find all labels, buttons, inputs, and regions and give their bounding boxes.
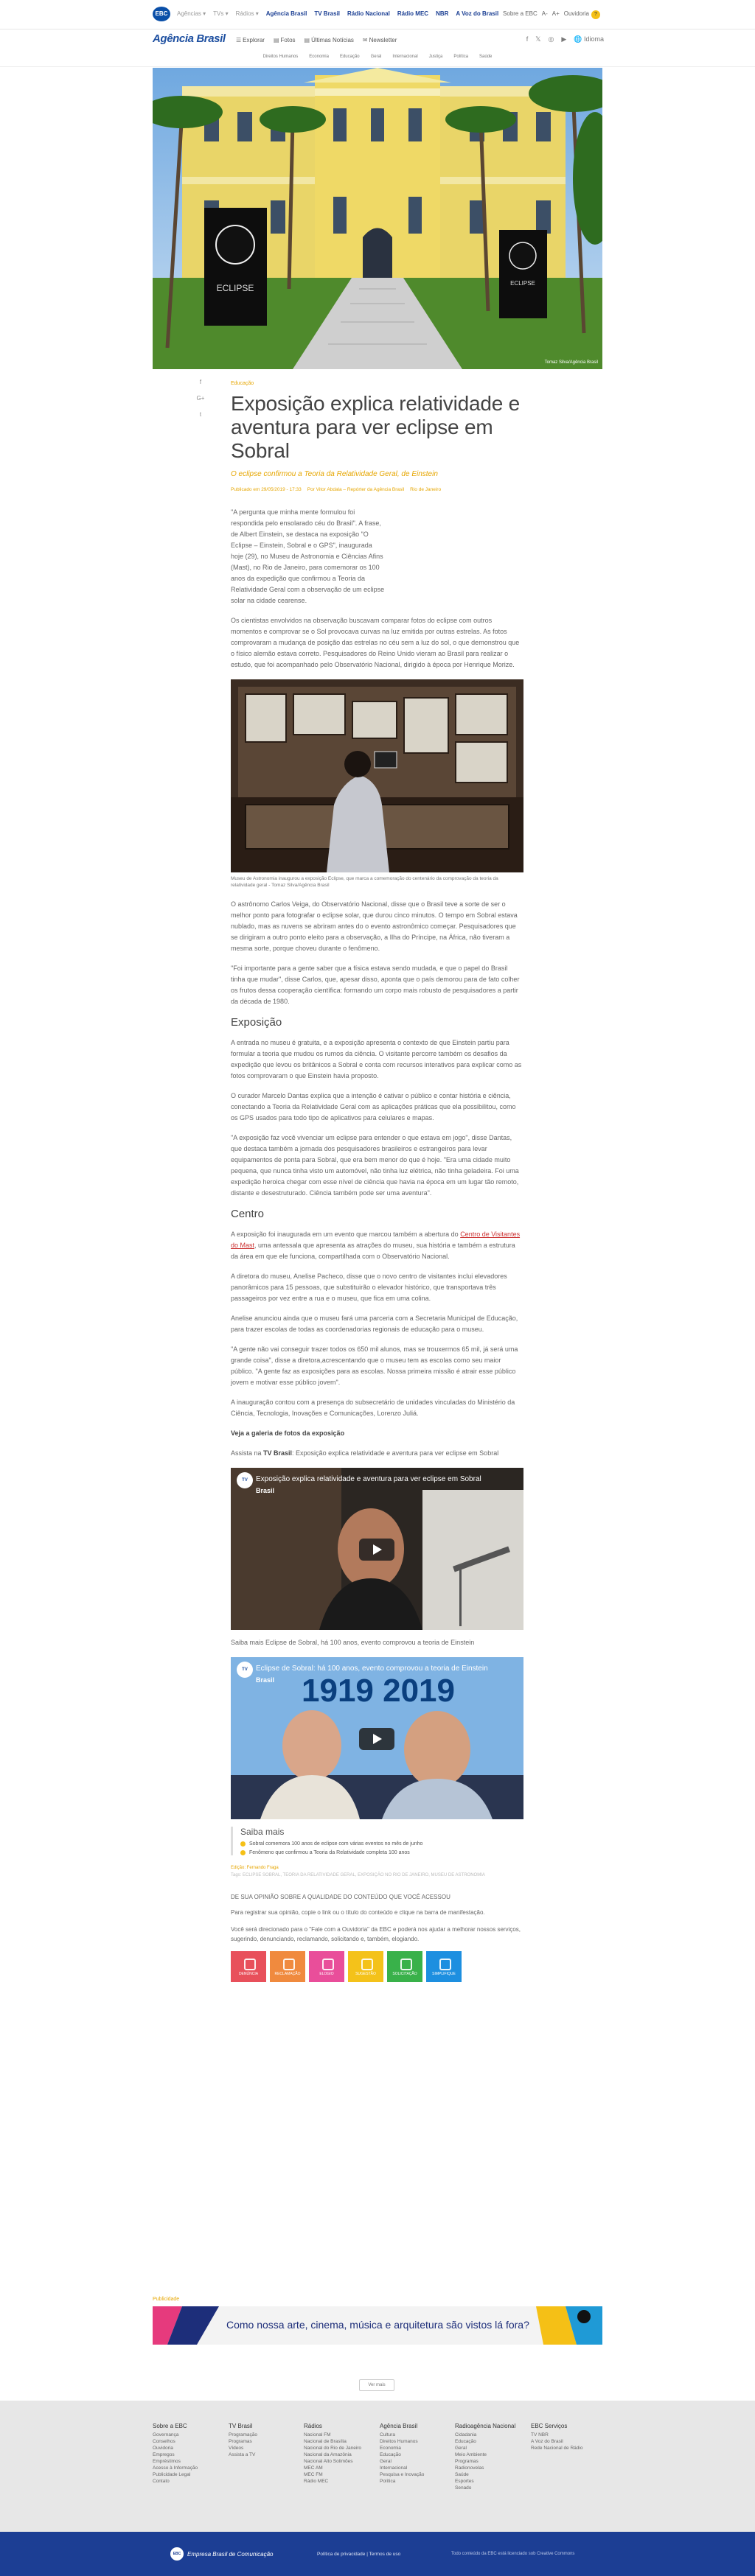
footer-link[interactable]: Geral [455, 2446, 467, 2451]
paragraph: A diretora do museu, Anelise Pacheco, disse que o novo centro de visitantes inclui elevadores panorâmicos para 15 pessoas, que substituirão o elevador histórico, que transportava três passageiros por vez entre a rua e o museu, que fica em uma colina. [231, 1273, 507, 1302]
section-educacao[interactable]: Educação [339, 55, 360, 59]
ouvidoria-label: Ouvidoria [563, 10, 589, 17]
sobre-ebc-link[interactable]: Sobre a EBC [503, 10, 537, 17]
footer-link[interactable]: Nacional do Rio de Janeiro [304, 2446, 362, 2451]
share-twitter-icon[interactable]: t [199, 411, 202, 418]
footer-link[interactable]: Nacional de Brasília [304, 2439, 347, 2444]
paragraph: O curador Marcelo Dantas explica que a intenção é cativar o público e contar história e ciência, conectando a Teoria da Relatividade Geral com as aplicações práticas que ela possibilitou, como os GPS usados para todo tipo de aplicativos para celulares e mapas. [231, 1092, 516, 1121]
site-footer [0, 2401, 755, 2532]
explorar-label: Explorar [243, 37, 265, 43]
section-politica[interactable]: Política [453, 55, 469, 59]
denuncia-button[interactable]: DENÚNCIA [231, 1951, 266, 1982]
footer-link[interactable]: Programas [455, 2459, 479, 2464]
paragraph: Os cientistas envolvidos na observação buscavam comparar fotos do eclipse com outros momentos e comprovar se o Sol provocava curvas na luz emitida por outras estrelas. As fotos comprovaram a mudança de posição das estrelas no céu sem a luz do sol, o que demonstrou que o físico alemão estava correto. Pesquisadores do Reino Unido vieram ao Brasil para realizar o estudo, que foi acompanhado pelo Observatório Nacional, dirigido à época por Henrique Morize. [231, 617, 520, 668]
article-body [231, 507, 523, 1819]
license-text: Todo conteúdo da EBC está licenciado sob Creative Commons [451, 2552, 575, 2556]
play-button-icon[interactable] [359, 1539, 394, 1561]
editor-line: Edição: Fernando Fraga [231, 1866, 279, 1870]
footer-col-radios [304, 2423, 361, 2485]
bullet-icon [240, 1841, 246, 1847]
ouvidoria-link[interactable] [564, 10, 600, 19]
news-icon: ▤ [304, 37, 310, 43]
paragraph: "A gente não vai conseguir trazer todos os 650 mil alunos, mas se trouxermos 65 mil, já será uma grande coisa", disse a diretora,acrescentando que o museu tem as escolas como seu maior público. "A gente faz as exposições para as escolas. Nossa primeira missão é atrair esse público jovem e motivar esse público jovem". [231, 1345, 518, 1386]
simplifique-button[interactable]: SIMPLIFIQUE [426, 1951, 462, 1982]
legal-links[interactable]: Política de privacidade | Termos de uso [317, 2552, 401, 2557]
feedback-heading: DE SUA OPINIÃO SOBRE A QUALIDADE DO CONTEÚDO QUE VOCÊ ACESSOU [231, 1894, 450, 1900]
twitter-icon[interactable]: 𝕏 [535, 35, 541, 43]
article-lead: O eclipse confirmou a Teoria da Relatividade Geral, de Einstein [231, 470, 438, 478]
footer-link[interactable]: Saúde [455, 2472, 469, 2477]
promo-text: Como nossa arte, cinema, música e arquitetura são vistos lá fora? [226, 2319, 529, 2331]
footer-link[interactable]: Governança [153, 2432, 179, 2437]
saiba-mais-box [231, 1827, 523, 1855]
footer-link[interactable]: Contato [153, 2479, 170, 2484]
footer-link[interactable]: TV NBR [531, 2432, 549, 2437]
section-list [0, 55, 755, 59]
footer-col-title[interactable]: TV Brasil [229, 2423, 253, 2429]
footer-col-title[interactable]: Agência Brasil [380, 2423, 418, 2429]
footer-link[interactable]: Educação [380, 2452, 401, 2457]
footer-col-ebc [153, 2423, 198, 2485]
hero-credit: Tomaz Silva/Agência Brasil [544, 360, 598, 365]
tags-line[interactable]: Tags: ECLIPSE SOBRAL, TEORIA DA RELATIVIDADE GERAL, EXPOSIÇÃO NO RIO DE JANEIRO, MUSEU DE ASTRONOMIA [231, 1873, 485, 1877]
footer-col-title[interactable]: Rádios [304, 2423, 322, 2429]
assista-suffix: : Exposição explica relatividade e aventura para ver eclipse em Sobral [292, 1449, 499, 1457]
envelope-icon: ✉ [362, 37, 368, 43]
paragraph: "Foi importante para a gente saber que a física estava sendo mudada, e que o papel do Brasil tinha que mudar", disse Carlos, que, apesar disso, aponta que o país demorou para de fato colher os frutos dessa cooperação científica: formando um corpo mais robusto de pesquisadores a partir da década de 1980. [231, 965, 520, 1005]
footer-link[interactable]: Geral [380, 2459, 392, 2464]
topbar-tools [503, 10, 600, 19]
footer-col-title[interactable]: EBC Serviços [531, 2423, 568, 2429]
related-link[interactable] [240, 1841, 523, 1847]
footer-link[interactable]: Esportes [455, 2479, 474, 2484]
youtube-icon[interactable]: ▶ [561, 35, 567, 43]
video-brand: Brasil [256, 1487, 275, 1494]
paragraph: "A exposição faz você vivenciar um eclipse para entender o que estava em jogo", disse Dantas, que destaca também a jornada dos pesquisadores brasileiros e estrangeiros para levar equipamentos de ponta para Sobral, que era bem menor do que é hoje. "Era uma cidade muito pequena, que nunca tinha visto um automóvel, não tinha luz elétrica, não tinha geladeira. Foi uma expedição heroica chegar com esse nível de ciência que havia na época em um lugar tão remoto, distante e desestruturado. Ciência também pode ser uma aventura". [231, 1134, 519, 1197]
photo-icon: ▤ [273, 37, 279, 43]
location: Rio de Janeiro [410, 487, 442, 492]
banner-text-left: ECLIPSE [216, 283, 254, 293]
hero-photo [153, 68, 602, 369]
footer-link[interactable]: Empréstimos [153, 2459, 181, 2464]
idioma-selector[interactable]: 🌐 Idioma [574, 35, 604, 43]
related-link[interactable] [240, 1850, 523, 1855]
video-player-1[interactable] [231, 1468, 523, 1630]
fotos-link[interactable] [274, 37, 296, 43]
nav-tvs[interactable]: TVs ▾ [213, 10, 229, 17]
footer-link[interactable]: Conselhos [153, 2439, 175, 2444]
section-justica[interactable]: Justiça [428, 55, 443, 59]
nav-voz-do-brasil[interactable]: A Voz do Brasil [456, 10, 499, 17]
elogio-button[interactable]: ELOGIO [309, 1951, 344, 1982]
paragraph: "A pergunta que minha mente formulou foi respondida pelo ensolarado céu do Brasil". A frase, de Albert Einstein, se destaca na exposição "O Eclipse – Einstein, Sobral e o GPS", inaugurada hoje (29), no Museu de Astronomia e Ciências Afins (Mast), no Rio de Janeiro, para comemorar os 100 anos da expedição que confirmou a Teoria da Relatividade Geral com a observação de um eclipse solar na cidade cearense. [231, 508, 385, 604]
footer-col-servicos [531, 2423, 582, 2451]
paragraph: A inauguração contou com a presença do subsecretário de unidades vinculadas do Ministério da Ciência, Tecnologia, Inovações e Comunicações, Lorenzo Juliá. [231, 1399, 515, 1417]
nav-nbr[interactable]: NBR [436, 10, 449, 17]
footer-link[interactable]: Nacional da Amazônia [304, 2452, 352, 2457]
footer-col-title[interactable]: Sobre a EBC [153, 2423, 187, 2429]
footer-link[interactable]: Nacional Alto Solimões [304, 2459, 353, 2464]
footer-link[interactable]: Programação [229, 2432, 258, 2437]
paragraph: A entrada no museu é gratuita, e a exposição apresenta o contexto de que Einstein partiu para formular a teoria que mudou os rumos da ciência. O visitante percorre também os desafios da expedição que levou os britânicos a Sobral e conta com recursos interativos para explicar como as fotos comprovaram o que Einstein havia proposto. [231, 1039, 522, 1079]
global-topbar [0, 0, 755, 29]
footer-link[interactable]: Senado [455, 2485, 472, 2491]
ebc-footer-logo[interactable]: EBC [170, 2547, 184, 2561]
footer-link[interactable]: Internacional [380, 2465, 408, 2471]
saiba-mais-title: Saiba mais [240, 1827, 285, 1837]
footer-link[interactable]: Cidadania [455, 2432, 477, 2437]
footer-link[interactable]: Direitos Humanos [380, 2439, 418, 2444]
footer-col-agencia [380, 2423, 424, 2485]
saiba-line: Saiba mais Eclipse de Sobral, há 100 anos, evento comprovou a teoria de Einstein [231, 1639, 475, 1646]
tv-brasil-logo: TV [237, 1472, 253, 1488]
assista-paragraph [231, 1448, 523, 1459]
ultimas-label: Últimas Notícias [311, 37, 354, 43]
nav-tv-brasil[interactable]: TV Brasil [314, 10, 341, 17]
ver-mais-button[interactable]: Ver mais [359, 2379, 394, 2391]
related-link-label: Fenômeno que confirmou a Teoria da Relatividade completa 100 anos [249, 1850, 410, 1855]
footer-link[interactable]: Educação [455, 2439, 476, 2444]
footer-link[interactable]: MEC AM [304, 2465, 323, 2471]
article-meta [231, 487, 523, 492]
footer-link[interactable]: Acesso à Informação [153, 2465, 198, 2471]
share-bar [195, 377, 206, 420]
feedback-section [231, 1894, 523, 1982]
feedback-buttons [231, 1951, 523, 1982]
footer-col-title[interactable]: Radioagência Nacional [455, 2423, 516, 2429]
footer-link[interactable]: A Voz do Brasil [531, 2439, 563, 2444]
brand-menu [236, 37, 397, 43]
promo-label: Publicidade [153, 2297, 180, 2302]
section-economia[interactable]: Economia [309, 55, 329, 59]
ultimas-noticias-link[interactable] [305, 37, 354, 43]
play-button-icon[interactable] [359, 1728, 394, 1750]
section-nav [0, 48, 755, 67]
footer-link[interactable]: Publicidade Legal [153, 2472, 191, 2477]
subheading-centro: Centro [231, 1208, 265, 1220]
footer-link[interactable]: Meio Ambiente [455, 2452, 487, 2457]
ebc-company-name: Empresa Brasil de Comunicação [187, 2551, 274, 2558]
tv-brasil-link[interactable]: TV Brasil [263, 1449, 293, 1457]
footer-link[interactable]: Programas [229, 2439, 252, 2444]
footer-link[interactable]: Economia [380, 2446, 401, 2451]
share-facebook-icon[interactable]: f [199, 379, 202, 385]
footer-link[interactable]: Rede Nacional de Rádio [531, 2446, 583, 2451]
feedback-text: Para registrar sua opinião, copie o link ou o título do conteúdo e clique na barra de manifestação. [231, 1909, 485, 1916]
banner-text-right: ECLIPSE [510, 280, 535, 287]
paragraph: Anelise anunciou ainda que o museu fará uma parceria com a Secretaria Municipal de Educação, para trazer escolas de todas as coordenadorias regionais de educação para o museu. [231, 1315, 518, 1333]
article-title: Exposição explica relatividade e aventura para ver eclipse em Sobral [231, 392, 521, 462]
nav-radio-nacional[interactable]: Rádio Nacional [347, 10, 390, 17]
section-geral[interactable]: Geral [370, 55, 382, 59]
footer-link[interactable]: Nacional FM [304, 2432, 331, 2437]
share-googleplus-icon[interactable]: G+ [196, 395, 205, 402]
article [231, 381, 523, 1982]
footer-link[interactable]: Política [380, 2479, 396, 2484]
bullet-icon [240, 1850, 246, 1855]
centro-visitantes-link[interactable]: Centro de Visitantes do Mast [231, 1231, 521, 1249]
promo-banner[interactable] [153, 2306, 602, 2345]
nav-radio-mec[interactable]: Rádio MEC [397, 10, 429, 17]
ouvidoria-icon: ? [591, 10, 600, 19]
nav-radios[interactable]: Rádios ▾ [235, 10, 259, 17]
feedback-text: Você será direcionado para o "Fale com a Ouvidoria" da EBC e poderá nos ajudar a melhorar nossos serviços, sugerindo, denunciando, reclamando, solicitando e, também, elogiando. [231, 1926, 521, 1942]
paragraph-text: A exposição foi inaugurada em um evento que marcou também a abertura do [231, 1231, 461, 1238]
author[interactable]: Por Vitor Abdala – Repórter da Agência Brasil [307, 487, 405, 492]
font-increase-button[interactable]: A+ [552, 10, 560, 17]
paragraph [231, 1229, 523, 1262]
museum-room-illustration [231, 679, 523, 872]
section-saude[interactable]: Saúde [479, 55, 493, 59]
footer-link[interactable]: Rádio MEC [304, 2479, 329, 2484]
footer-link[interactable]: MEC FM [304, 2472, 323, 2477]
nav-agencias[interactable]: Agências ▾ [177, 10, 206, 17]
footer-link[interactable]: Pesquisa e Inovação [380, 2472, 425, 2477]
solicitacao-button[interactable]: SOLICITAÇÃO [387, 1951, 422, 1982]
newsletter-link[interactable] [363, 37, 397, 43]
tv-brasil-logo: TV [237, 1662, 253, 1678]
footer-col-radioagencia [455, 2423, 515, 2491]
explorar-button[interactable] [236, 37, 265, 43]
menu-icon: ☰ [236, 37, 242, 43]
ebc-logo[interactable]: EBC [153, 7, 170, 21]
font-decrease-button[interactable]: A- [541, 10, 548, 17]
sugestao-button[interactable]: SUGESTÃO [348, 1951, 383, 1982]
nav-agencia-brasil[interactable]: Agência Brasil [265, 10, 307, 17]
brand-social [526, 35, 604, 43]
video-title-1[interactable]: Exposição explica relatividade e aventura para ver eclipse em Sobral [256, 1475, 481, 1483]
section-internacional[interactable]: Internacional [392, 55, 418, 59]
footer-link[interactable]: Assista a TV [229, 2452, 256, 2457]
footer-col-tv [229, 2423, 257, 2458]
paragraph: O astrônomo Carlos Veiga, do Observatório Nacional, disse que o Brasil teve a sorte de ser o melhor ponto para fotografar o eclipse solar, que durou cinco minutos. O tempo em Sobral estava nublado, mas as nuvens se abriram antes do o evento astronômico começar. Pesquisadores que se dirigiram a outro ponto eleito para a observação, a Ilha do Príncipe, na África, não tiveram a mesma sorte, porque choveu durante o fenômeno. [231, 900, 518, 952]
footer-link[interactable]: Radionovelas [455, 2465, 484, 2471]
article-figure [231, 679, 523, 889]
galeria-link[interactable]: Veja a galeria de fotos da exposição [231, 1429, 345, 1437]
article-category[interactable]: Educação [231, 381, 254, 386]
video-brand: Brasil [256, 1676, 275, 1684]
publish-date: Publicado em 29/05/2019 - 17:33 [231, 487, 302, 492]
paragraph-text: , uma antessala que apresenta as atrações do museu, sua história e também a estrutura da área em que ele funciona, compartilhada com o Observatório Nacional. [231, 1242, 515, 1260]
subheading-exposicao: Exposição [231, 1016, 282, 1029]
galeria-link-paragraph [231, 1428, 523, 1439]
video-title-2[interactable]: Eclipse de Sobral: há 100 anos, evento comprovou a teoria de Einstein [256, 1665, 488, 1673]
assista-prefix: Assista na [231, 1449, 264, 1457]
footer-link[interactable]: Cultura [380, 2432, 395, 2437]
agencia-brasil-logo[interactable]: Agência Brasil [153, 32, 226, 45]
brand-bar [0, 29, 755, 48]
idioma-label: Idioma [583, 35, 604, 43]
article-photo[interactable] [231, 679, 523, 872]
museum-illustration [153, 68, 602, 369]
footer-link[interactable]: Ouvidoria [153, 2446, 173, 2451]
facebook-icon[interactable]: f [526, 35, 529, 43]
photo-caption: Museu de Astronomia inaugurou a exposição Eclipse, que marca a comemoração do centenário da comprovação da teoria da relatividade geral - Tomaz Silva/Agência Brasil [231, 876, 498, 888]
newsletter-label: Newsletter [369, 37, 397, 43]
related-link-label: Sobral comemora 100 anos de eclipse com várias eventos no mês de junho [249, 1841, 423, 1847]
video-banner-text: 1919 2019 [302, 1673, 455, 1709]
footer-link[interactable]: Vídeos [229, 2446, 244, 2451]
video-player-2[interactable] [231, 1657, 523, 1819]
section-direitos-humanos[interactable]: Direitos Humanos [262, 55, 299, 59]
fotos-label: Fotos [280, 37, 296, 43]
bottom-bar [0, 2532, 755, 2576]
network-nav [177, 10, 506, 17]
reclamacao-button[interactable]: RECLAMAÇÃO [270, 1951, 305, 1982]
instagram-icon[interactable]: ◎ [548, 35, 554, 43]
promo-section [153, 2297, 602, 2345]
footer-link[interactable]: Empregos [153, 2452, 175, 2457]
